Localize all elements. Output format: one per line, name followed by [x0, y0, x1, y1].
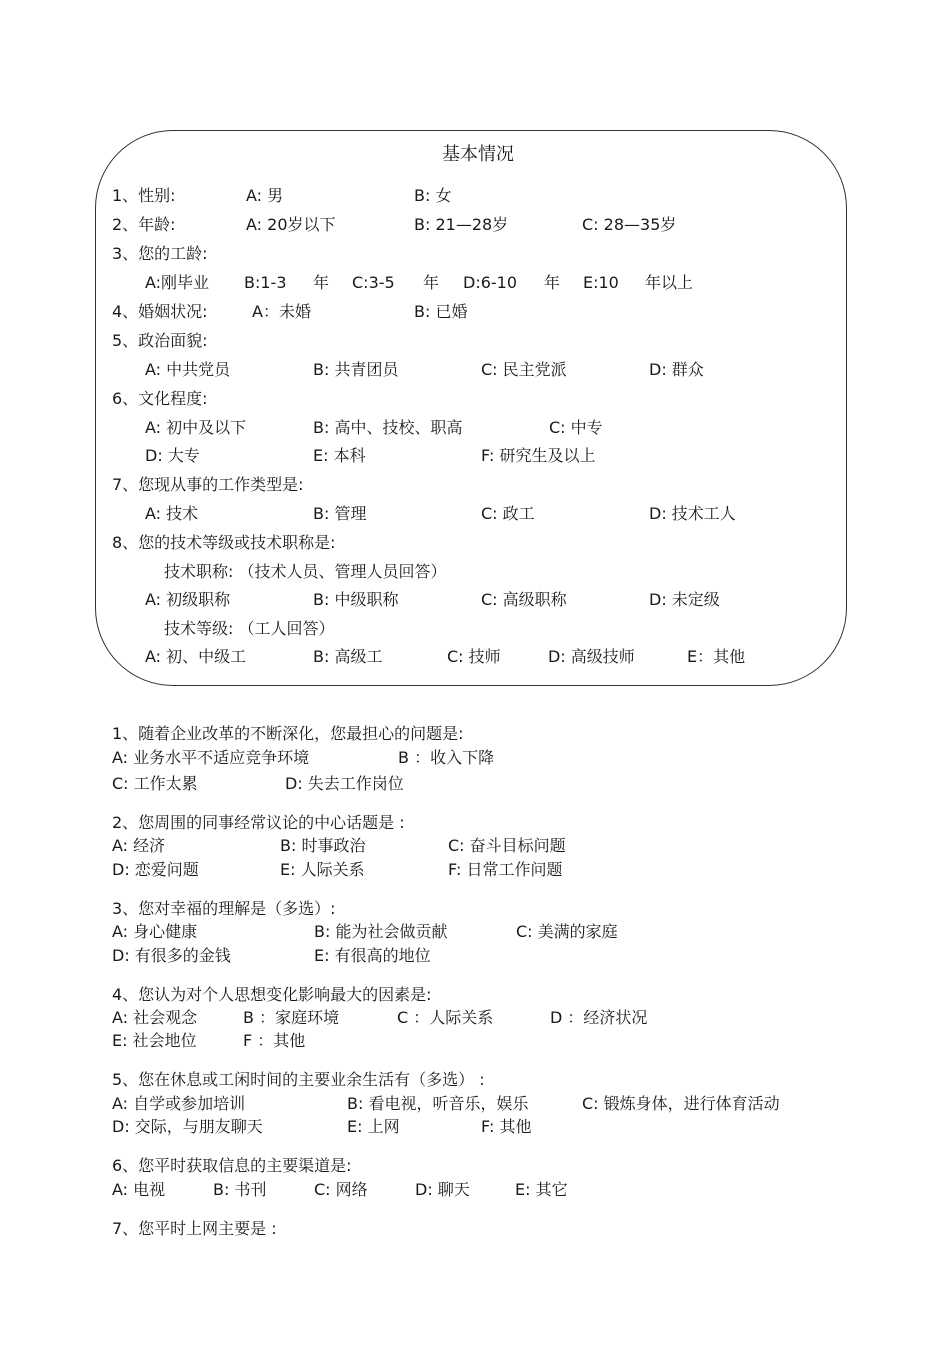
survey-q6-label: 6、您平时获取信息的主要渠道是: — [112, 1156, 352, 1175]
basic-q8-grade-option-c[interactable]: C: 技师 — [447, 647, 501, 666]
basic-q6-label: 6、文化程度: — [112, 389, 208, 408]
survey-q2-label: 2、您周围的同事经常议论的中心话题是 : — [112, 813, 405, 832]
basic-q7-option-a[interactable]: A: 技术 — [145, 504, 199, 523]
basic-q7-option-d[interactable]: D: 技术工人 — [649, 504, 736, 523]
basic-q8-grade-subheading: 技术等级: （工人回答） — [164, 619, 335, 638]
survey-q5-option-d[interactable]: D: 交际，与朋友聊天 — [112, 1117, 263, 1136]
basic-q7-label: 7、您现从事的工作类型是: — [112, 475, 304, 494]
survey-q3-option-b[interactable]: B: 能为社会做贡献 — [314, 922, 448, 941]
basic-q2-option-b[interactable]: B: 21—28岁 — [414, 215, 509, 234]
basic-q5-option-b[interactable]: B: 共青团员 — [313, 360, 399, 379]
survey-q2-option-f[interactable]: F: 日常工作问题 — [448, 860, 563, 879]
basic-q3-option-d-unit: 年 — [544, 273, 561, 292]
basic-q4-label: 4、婚姻状况: — [112, 302, 208, 321]
survey-q6-option-a[interactable]: A: 电视 — [112, 1180, 166, 1199]
basic-q4-option-a[interactable]: A：未婚 — [252, 302, 311, 321]
basic-q8-title-subheading: 技术职称: （技术人员、管理人员回答） — [164, 562, 447, 581]
basic-q1-label: 1、性别: — [112, 186, 176, 205]
survey-q5-label: 5、您在休息或工闲时间的主要业余生活有（多选） : — [112, 1070, 485, 1089]
basic-q5-option-d[interactable]: D: 群众 — [649, 360, 704, 379]
survey-q1-option-d[interactable]: D: 失去工作岗位 — [285, 774, 404, 793]
basic-q8-grade-option-a[interactable]: A: 初、中级工 — [145, 647, 247, 666]
survey-q7-label: 7、您平时上网主要是 : — [112, 1219, 277, 1238]
survey-q4-option-c[interactable]: C ：人际关系 — [397, 1008, 494, 1027]
basic-q1-option-b[interactable]: B: 女 — [414, 186, 452, 205]
basic-q6-option-c[interactable]: C: 中专 — [549, 418, 603, 437]
basic-q7-option-c[interactable]: C: 政工 — [481, 504, 535, 523]
survey-q5-option-f[interactable]: F: 其他 — [481, 1117, 532, 1136]
basic-q3-option-c-unit: 年 — [423, 273, 440, 292]
basic-q8-title-option-c[interactable]: C: 高级职称 — [481, 590, 567, 609]
basic-q6-option-e[interactable]: E: 本科 — [313, 446, 366, 465]
survey-q5-option-c[interactable]: C: 锻炼身体，进行体育活动 — [582, 1094, 780, 1113]
survey-q6-option-b[interactable]: B: 书刊 — [213, 1180, 267, 1199]
basic-q4-option-b[interactable]: B: 已婚 — [414, 302, 468, 321]
survey-q3-option-a[interactable]: A: 身心健康 — [112, 922, 198, 941]
basic-q8-grade-option-d[interactable]: D: 高级技师 — [548, 647, 635, 666]
basic-q5-option-c[interactable]: C: 民主党派 — [481, 360, 567, 379]
survey-q2-option-a[interactable]: A: 经济 — [112, 836, 166, 855]
basic-q1-option-a[interactable]: A: 男 — [246, 186, 284, 205]
basic-q3-label: 3、您的工龄: — [112, 244, 208, 263]
survey-q3-option-d[interactable]: D: 有很多的金钱 — [112, 946, 231, 965]
basic-q8-grade-option-b[interactable]: B: 高级工 — [313, 647, 383, 666]
basic-q6-option-a[interactable]: A: 初中及以下 — [145, 418, 247, 437]
basic-q8-title-option-a[interactable]: A: 初级职称 — [145, 590, 231, 609]
survey-q6-option-c[interactable]: C: 网络 — [314, 1180, 368, 1199]
survey-q4-option-f[interactable]: F ：其他 — [243, 1031, 306, 1050]
survey-q3-option-c[interactable]: C: 美满的家庭 — [516, 922, 618, 941]
basic-q2-option-a[interactable]: A: 20岁以下 — [246, 215, 336, 234]
survey-q6-option-e[interactable]: E: 其它 — [515, 1180, 568, 1199]
basic-q3-option-b[interactable]: B:1-3 — [244, 273, 287, 292]
survey-q1-option-a[interactable]: A: 业务水平不适应竞争环境 — [112, 748, 310, 767]
survey-q5-option-a[interactable]: A: 自学或参加培训 — [112, 1094, 246, 1113]
survey-q2-option-c[interactable]: C: 奋斗目标问题 — [448, 836, 566, 855]
basic-info-title: 基本情况 — [442, 144, 514, 165]
survey-q4-option-e[interactable]: E: 社会地位 — [112, 1031, 197, 1050]
basic-q8-title-option-b[interactable]: B: 中级职称 — [313, 590, 399, 609]
basic-q8-title-option-d[interactable]: D: 未定级 — [649, 590, 720, 609]
survey-q3-option-e[interactable]: E: 有很高的地位 — [314, 946, 431, 965]
survey-q2-option-b[interactable]: B: 时事政治 — [280, 836, 366, 855]
basic-q2-option-c[interactable]: C: 28—35岁 — [582, 215, 677, 234]
survey-q1-option-b[interactable]: B ：收入下降 — [398, 748, 495, 767]
basic-q5-label: 5、政治面貌: — [112, 331, 208, 350]
basic-q8-label: 8、您的技术等级或技术职称是: — [112, 533, 336, 552]
survey-q5-option-e[interactable]: E: 上网 — [347, 1117, 400, 1136]
basic-q3-option-a[interactable]: A:刚毕业 — [145, 273, 210, 292]
basic-q6-option-d[interactable]: D: 大专 — [145, 446, 200, 465]
basic-q8-grade-option-e[interactable]: E：其他 — [687, 647, 746, 666]
survey-q4-label: 4、您认为对个人思想变化影响最大的因素是: — [112, 985, 432, 1004]
survey-q4-option-b[interactable]: B ：家庭环境 — [243, 1008, 340, 1027]
basic-q3-option-d[interactable]: D:6-10 — [463, 273, 518, 292]
survey-q3-label: 3、您对幸福的理解是（多选）: — [112, 899, 336, 918]
survey-q1-label: 1、随着企业改革的不断深化，您最担心的问题是: — [112, 724, 464, 743]
survey-q2-option-e[interactable]: E: 人际关系 — [280, 860, 365, 879]
basic-q3-option-b-unit: 年 — [313, 273, 330, 292]
basic-q6-option-f[interactable]: F: 研究生及以上 — [481, 446, 596, 465]
survey-q5-option-b[interactable]: B: 看电视，听音乐，娱乐 — [347, 1094, 529, 1113]
survey-q6-option-d[interactable]: D: 聊天 — [415, 1180, 470, 1199]
basic-q3-option-c[interactable]: C:3-5 — [352, 273, 395, 292]
basic-q6-option-b[interactable]: B: 高中、技校、职高 — [313, 418, 463, 437]
basic-q3-option-e-unit: 年以上 — [645, 273, 694, 292]
survey-q4-option-d[interactable]: D ：经济状况 — [550, 1008, 648, 1027]
survey-q1-option-c[interactable]: C: 工作太累 — [112, 774, 198, 793]
basic-q7-option-b[interactable]: B: 管理 — [313, 504, 367, 523]
basic-q5-option-a[interactable]: A: 中共党员 — [145, 360, 231, 379]
basic-q2-label: 2、年龄: — [112, 215, 176, 234]
survey-q2-option-d[interactable]: D: 恋爱问题 — [112, 860, 199, 879]
basic-q3-option-e[interactable]: E:10 — [583, 273, 619, 292]
survey-q4-option-a[interactable]: A: 社会观念 — [112, 1008, 198, 1027]
